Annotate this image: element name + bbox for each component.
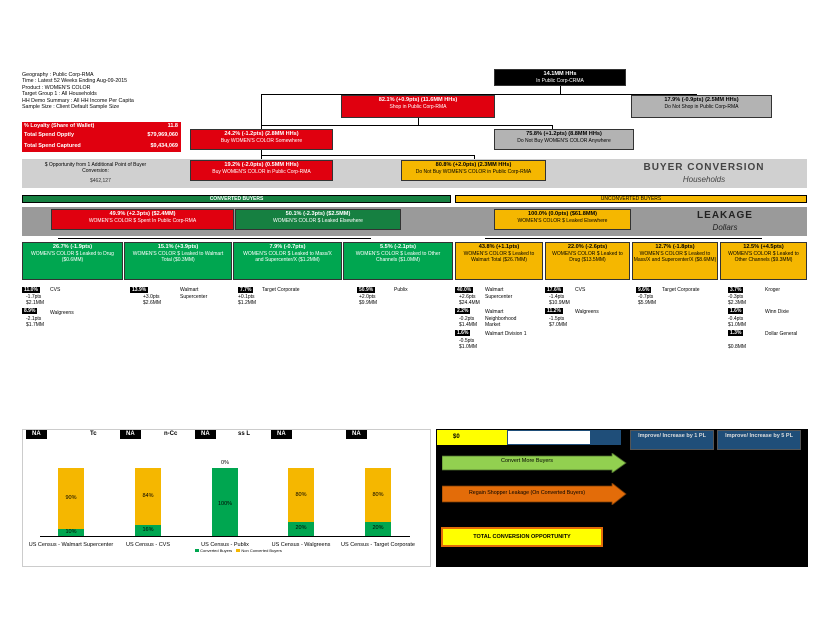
kpi-label: Total Spend Opptly	[24, 132, 75, 138]
root-caption: In Public Corp-CRMA	[536, 78, 584, 84]
channel-caption: WOMEN'S COLOR $ Leaked to Drug	[31, 251, 114, 257]
retailer-change: -2.1pts	[26, 316, 42, 322]
geography-label: Geography : Public Corp-RMA	[22, 72, 94, 78]
channel-caption: Drug ($13.5MM)	[569, 257, 606, 263]
leakage-title: LEAKAGE	[697, 210, 753, 221]
legend-swatch-converted	[195, 549, 199, 552]
root-box	[494, 69, 626, 86]
kpi-spend-captured	[22, 140, 181, 152]
bar-segment-converted: 16%	[135, 525, 161, 536]
retailer-name: Walgreens	[50, 310, 74, 316]
retailer-amount: $5.9MM	[638, 300, 657, 306]
retailer-change: -1.4pts	[549, 294, 565, 300]
retailer-pct: 17.6%	[547, 287, 562, 293]
product-label: Product : WOMEN'S COLOR	[22, 84, 91, 91]
target-group-label: Target Group 1 : All Households	[22, 91, 97, 98]
bar-2	[135, 468, 161, 536]
retailer-name: Target Corporate	[662, 287, 700, 293]
retailer-change: -0.4pts	[728, 316, 744, 322]
leaked-unconv-value: 100.0% (0.0pts) ($61.8MM)	[527, 211, 597, 217]
bar-zero-label: 0%	[221, 460, 229, 466]
x-axis-line	[40, 536, 410, 537]
improve-5pt-button[interactable]: Improve/ Increase by 5 PL	[717, 430, 801, 450]
channel-conv-drug	[22, 242, 123, 280]
channel-caption: Channels ($1.0MM)	[376, 257, 420, 263]
channel-caption: Mass/X and Supercenter/X ($8.6MM)	[633, 257, 717, 263]
channel-caption: WOMEN'S COLOR $ Leaked to Other	[355, 251, 441, 257]
channel-value: 26.7% (-1.9pts)	[52, 244, 93, 250]
channel-value: 15.1% (+3.9pts)	[157, 244, 199, 250]
channel-caption: WOMEN'S COLOR $ Leaked to	[639, 251, 711, 257]
chart-header-frag: ss L	[238, 431, 251, 437]
retailer-pct: 11.0%	[24, 287, 38, 293]
retailer-name: Dollar General	[765, 331, 798, 337]
noshop-caption: Do Not Shop in Public Corp-RMA	[664, 104, 739, 110]
chart-header-na: NA	[195, 430, 216, 439]
nobuy-here-caption: Do Not Buy WOMEN'S COLOR in Public Corp-RMA	[415, 169, 532, 175]
opportunity-input[interactable]	[507, 430, 591, 445]
leaked-conv-box	[235, 209, 401, 230]
retailer-pct: 11.2%	[547, 308, 561, 314]
bar-segment-nonconverted: 84%	[135, 468, 161, 525]
channel-caption: Total ($0.3MM)	[161, 257, 195, 263]
channel-caption: WOMEN'S COLOR $ Leaked to	[552, 251, 623, 257]
leaked-conv-caption: WOMEN'S COLOR $ Leaked Elsewhere	[273, 218, 363, 224]
connector	[261, 125, 552, 126]
channel-unconv-other	[720, 242, 807, 280]
retailer-amount: $10.9MM	[549, 300, 570, 306]
retailer-name: Target Corporate	[262, 287, 300, 293]
channel-value: 7.9% (-0.7pts)	[269, 244, 306, 250]
retailer-amount: $2.3MM	[728, 300, 747, 306]
bar-segment-nonconverted: 90%	[58, 468, 84, 529]
retailer-name: CVS	[50, 287, 61, 293]
connector	[58, 238, 371, 239]
channel-value: 22.0% (-2.6pts)	[567, 244, 608, 250]
retailer-name-2: Supercenter	[180, 294, 208, 300]
retailer-amount: $2.6MM	[143, 300, 162, 306]
buy-here-caption: Buy WOMEN'S COLOR in Public Corp-RMA	[212, 169, 311, 175]
nobuy-anywhere-value: 75.8% (+1.2pts) (8.8MM HHs)	[526, 131, 602, 137]
retailer-change: +0.1pts	[238, 294, 255, 300]
chart-header-na: NA	[120, 430, 141, 439]
channel-conv-walmart	[124, 242, 232, 280]
unconverted-buyers-header: UNCONVERTED BUYERS	[455, 195, 807, 203]
retailer-amount: $24.4MM	[459, 300, 480, 306]
retailer-change: -0.2pts	[459, 316, 475, 322]
channel-value: 12.5% (+4.5pts)	[743, 244, 784, 250]
channel-value: 5.5% (-2.1pts)	[379, 244, 417, 250]
opportunity-value-box: $0	[437, 430, 507, 445]
retailer-pct: 7.7%	[240, 287, 252, 293]
root-value: 14.1MM HHs	[543, 71, 577, 77]
opportunity-line1: $ Opportunity from 1 Additional Point of Buyer	[44, 162, 147, 168]
opportunity-value: $462,127	[90, 178, 111, 184]
shop-box	[341, 95, 495, 118]
bar-3	[212, 468, 238, 536]
retailer-pct: 8.9%	[24, 308, 36, 314]
channel-unconv-drug	[545, 242, 630, 280]
bar-segment-converted: 10%	[58, 529, 84, 536]
bar-4	[288, 468, 314, 536]
channel-value: 43.8% (+1.1pts)	[478, 244, 520, 250]
channel-caption: ($0.6MM)	[61, 257, 84, 263]
x-axis-label: US Census - Walmart Supercenter	[28, 542, 114, 548]
improve-1pt-button[interactable]: Improve/ Increase by 1 PL	[630, 430, 714, 450]
kpi-label: Total Spend Captured	[24, 143, 81, 149]
leaked-conv-value: 50.1% (-2.3pts) ($2.5MM)	[285, 211, 351, 217]
spend-in-corp-value: 49.9% (+2.3pts) ($2.4MM)	[109, 211, 176, 217]
leaked-unconv-box	[494, 209, 631, 230]
retailer-pct: 13.9%	[132, 287, 147, 293]
bar-1	[58, 468, 84, 536]
retailer-name-3: Market	[485, 322, 501, 328]
noshop-value: 17.9% (-0.9pts) (2.5MM HHs)	[664, 97, 739, 103]
retailer-name: Walmart	[485, 287, 504, 293]
buyer-conversion-subtitle: Households	[682, 175, 726, 184]
legend-swatch-nonconverted	[236, 549, 240, 552]
spend-in-corp-box	[51, 209, 234, 230]
chart-header-frag: Tc	[90, 431, 97, 437]
retailer-amount: $1.2MM	[238, 300, 257, 306]
retailer-pct: 9.6%	[638, 287, 650, 293]
leakage-subtitle: Dollars	[712, 223, 738, 232]
x-axis-label: US Census - Publix	[201, 542, 249, 548]
x-axis-label: US Census - CVS	[125, 542, 170, 548]
chart-header-frag: n-Cc	[164, 431, 178, 437]
retailer-name: Kroger	[765, 287, 781, 293]
retailer-amount: $0.8MM	[728, 344, 747, 350]
time-label: Time : Latest 52 Weeks Ending Aug-09-2015	[22, 78, 128, 85]
bar-segment-converted: 20%	[365, 522, 391, 536]
retailer-name: Walmart	[485, 309, 504, 315]
converted-buyers-header: CONVERTED BUYERS	[22, 195, 451, 203]
buy-somewhere-box	[190, 129, 333, 150]
buy-here-value: 19.2% (-2.0pts) (0.5MM HHs)	[224, 162, 299, 168]
shop-value: 82.1% (+0.9pts) (11.6MM HHs)	[378, 97, 458, 103]
nobuy-here-value: 80.8% (+2.0pts) (2.3MM HHs)	[435, 162, 512, 168]
convert-buyers-label: Convert More Buyers	[501, 458, 553, 464]
retailer-change: -1.5pts	[549, 316, 565, 322]
retailer-name: Winn Dixie	[765, 309, 789, 315]
retailer-pct: 40.0%	[457, 287, 472, 293]
connector	[261, 155, 474, 156]
opportunity-line2: Conversion:	[82, 168, 109, 174]
sample-size-label: Sample Size : Client Default Sample Size	[22, 104, 120, 111]
retailer-change: +2.0pts	[359, 294, 376, 300]
legend-label-converted: Converted Buyers	[200, 548, 233, 553]
bar-segment-converted: 20%	[288, 522, 314, 536]
header-info	[22, 72, 134, 110]
retailer-amount: $1.0MM	[728, 322, 747, 328]
buy-somewhere-caption: Buy WOMEN'S COLOR Somewhere	[220, 138, 303, 144]
buy-here-box	[190, 160, 333, 181]
retailer-change: -1.7pts	[26, 294, 42, 300]
retailer-pct: 2.2%	[457, 308, 469, 314]
total-conversion-box: TOTAL CONVERSION OPPORTUNITY	[441, 527, 603, 547]
hh-demo-label: HH Demo Summary : All HH Income Per Capita	[22, 97, 134, 104]
bar-segment-converted: 100%	[212, 468, 238, 536]
kpi-label: % Loyalty (Share of Wallet)	[24, 123, 95, 129]
retailer-amount: $2.1MM	[26, 300, 45, 306]
leaked-unconv-caption: WOMEN'S COLOR $ Leaked Elsewhere	[517, 218, 608, 224]
retailer-name: Walmart	[180, 287, 199, 293]
buy-somewhere-value: 24.2% (-1.2pts) (2.8MM HHs)	[224, 131, 299, 137]
opportunity-blank	[591, 430, 621, 445]
legend-label-nonconverted: Non Converted Buyers	[241, 548, 282, 553]
chart-legend	[195, 548, 282, 553]
retailer-amount: $7.0MM	[549, 322, 568, 328]
buyer-conversion-title: BUYER CONVERSION	[643, 162, 765, 173]
connector	[418, 118, 419, 125]
nobuy-anywhere-box	[494, 129, 634, 150]
channel-value: 12.7% (-1.8pts)	[655, 244, 695, 250]
noshop-box	[631, 95, 772, 118]
kpi-value: 11.8	[167, 123, 178, 129]
bar-5	[365, 468, 391, 536]
channel-conv-other	[343, 242, 453, 280]
retailer-name-2: Neighborhood	[485, 316, 517, 322]
chart-header-na: NA	[26, 430, 47, 439]
retailer-pct: 50.9%	[359, 287, 374, 293]
retailer-name: CVS	[575, 287, 586, 293]
retailer-change: -0.5pts	[459, 338, 475, 344]
chart-header-na: NA	[346, 430, 367, 439]
kpi-spend-opptly	[22, 131, 181, 140]
retailer-name: Publix	[394, 287, 408, 293]
opportunity-text	[28, 162, 163, 174]
channel-conv-mass	[233, 242, 342, 280]
chart-header-na: NA	[271, 430, 292, 439]
channel-caption: WOMEN'S COLOR $ Leaked to	[463, 251, 535, 257]
nobuy-anywhere-caption: Do Not Buy WOMEN'S COLOR Anywhere	[517, 138, 611, 144]
retailer-name-2: Supercenter	[485, 294, 513, 300]
retailer-pct: 1.6%	[730, 308, 742, 314]
bar-segment-nonconverted: 80%	[365, 468, 391, 522]
channel-caption: and Supercenter/X ($1.2MM)	[255, 257, 320, 263]
shop-caption: Shop in Public Corp-RMA	[389, 104, 447, 110]
retailer-pct: 3.7%	[730, 287, 742, 293]
connector	[560, 85, 561, 94]
retailer-change: +3.0pts	[143, 294, 160, 300]
x-axis-label: US Census - Target Corporate	[341, 542, 415, 548]
bar-segment-nonconverted: 80%	[288, 468, 314, 522]
retailer-change: -0.3pts	[728, 294, 744, 300]
retailer-amount: $1.7MM	[26, 322, 45, 328]
kpi-loyalty	[22, 122, 181, 131]
retailer-change: -0.7pts	[638, 294, 654, 300]
retailer-pct: 1.3%	[730, 330, 742, 336]
connector	[485, 238, 762, 239]
channel-caption: WOMEN'S COLOR $ Leaked to	[728, 251, 799, 257]
channel-unconv-mass	[632, 242, 718, 280]
nobuy-here-box	[401, 160, 546, 181]
retailer-change: +2.6pts	[459, 294, 476, 300]
retailer-name: Walmart Division 1	[485, 331, 527, 337]
kpi-value: $79,969,060	[147, 132, 178, 138]
retailer-pct: 1.6%	[457, 330, 469, 336]
retailer-amount: $9.9MM	[359, 300, 378, 306]
regain-leakage-label: Regain Shopper Leakage (On Converted Buyers)	[468, 490, 585, 496]
channel-caption: Other Channels ($9.3MM)	[734, 257, 793, 263]
retailer-amount: $1.0MM	[459, 344, 478, 350]
channel-caption: Walmart Total ($26.7MM)	[471, 257, 527, 263]
retailer-amount: $1.4MM	[459, 322, 478, 328]
kpi-value: $9,434,069	[150, 143, 178, 149]
spend-in-corp-caption: WOMEN'S COLOR $ Spent In Public Corp-RMA	[88, 218, 197, 224]
channel-caption: WOMEN'S COLOR $ Leaked to Walmart	[132, 251, 224, 257]
retailer-name: Walgreens	[575, 309, 599, 315]
channel-caption: WOMEN'S COLOR $ Leaked to Mass/X	[243, 251, 332, 257]
x-axis-label: US Census - Walgreens	[271, 542, 331, 548]
channel-unconv-walmart	[455, 242, 543, 280]
